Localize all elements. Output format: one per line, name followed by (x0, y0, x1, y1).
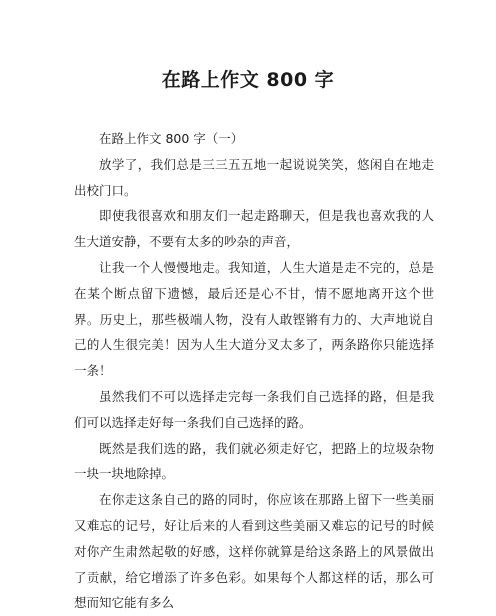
subtitle-paragraph: 在路上作文 800 字（一） (99, 131, 244, 146)
body-paragraph: 即使我很喜欢和朋友们一起走路聊天，但是我也喜欢我的人生大道安静，不要有太多的吵杂的声音， (74, 208, 434, 250)
document-body (74, 126, 434, 616)
body-paragraph: 既然是我们选的路，我们就必须走好它，把路上的垃圾杂物一块一块地除掉。 (74, 440, 434, 482)
body-paragraph: 放学了，我们总是三三五五地一起说说笑笑，悠闲自在地走出校门口。 (74, 156, 434, 198)
body-paragraph: 虽然我们不可以选择走完每一条我们自己选择的路，但是我们可以选择走好每一条我们自己选择的路。 (74, 388, 434, 430)
document-title: 在路上作文 800 字 (161, 69, 335, 91)
body-paragraph: 让我一个人慢慢地走。我知道，人生大道是走不完的，总是在某个断点留下遗憾，最后还是心不甘，情不愿地离开这个世界。历史上，那些极端人物，没有人敢铿锵有力的、大声地说自己的人生很完美！因为人生大道分叉太多了，两条路你只能选择一条！ (74, 259, 434, 379)
body-paragraph: 在你走这条自己的路的同时，你应该在那路上留下一些美丽又难忘的记号，好让后来的人看到这些美丽又难忘的记号的时候对你产生肃然起敬的好感，这样你就算是给这条路上的风景做出了贡献，给它增添了许多色彩。如果每个人都这样的话，那么可想而知它能有多么 (74, 492, 434, 611)
